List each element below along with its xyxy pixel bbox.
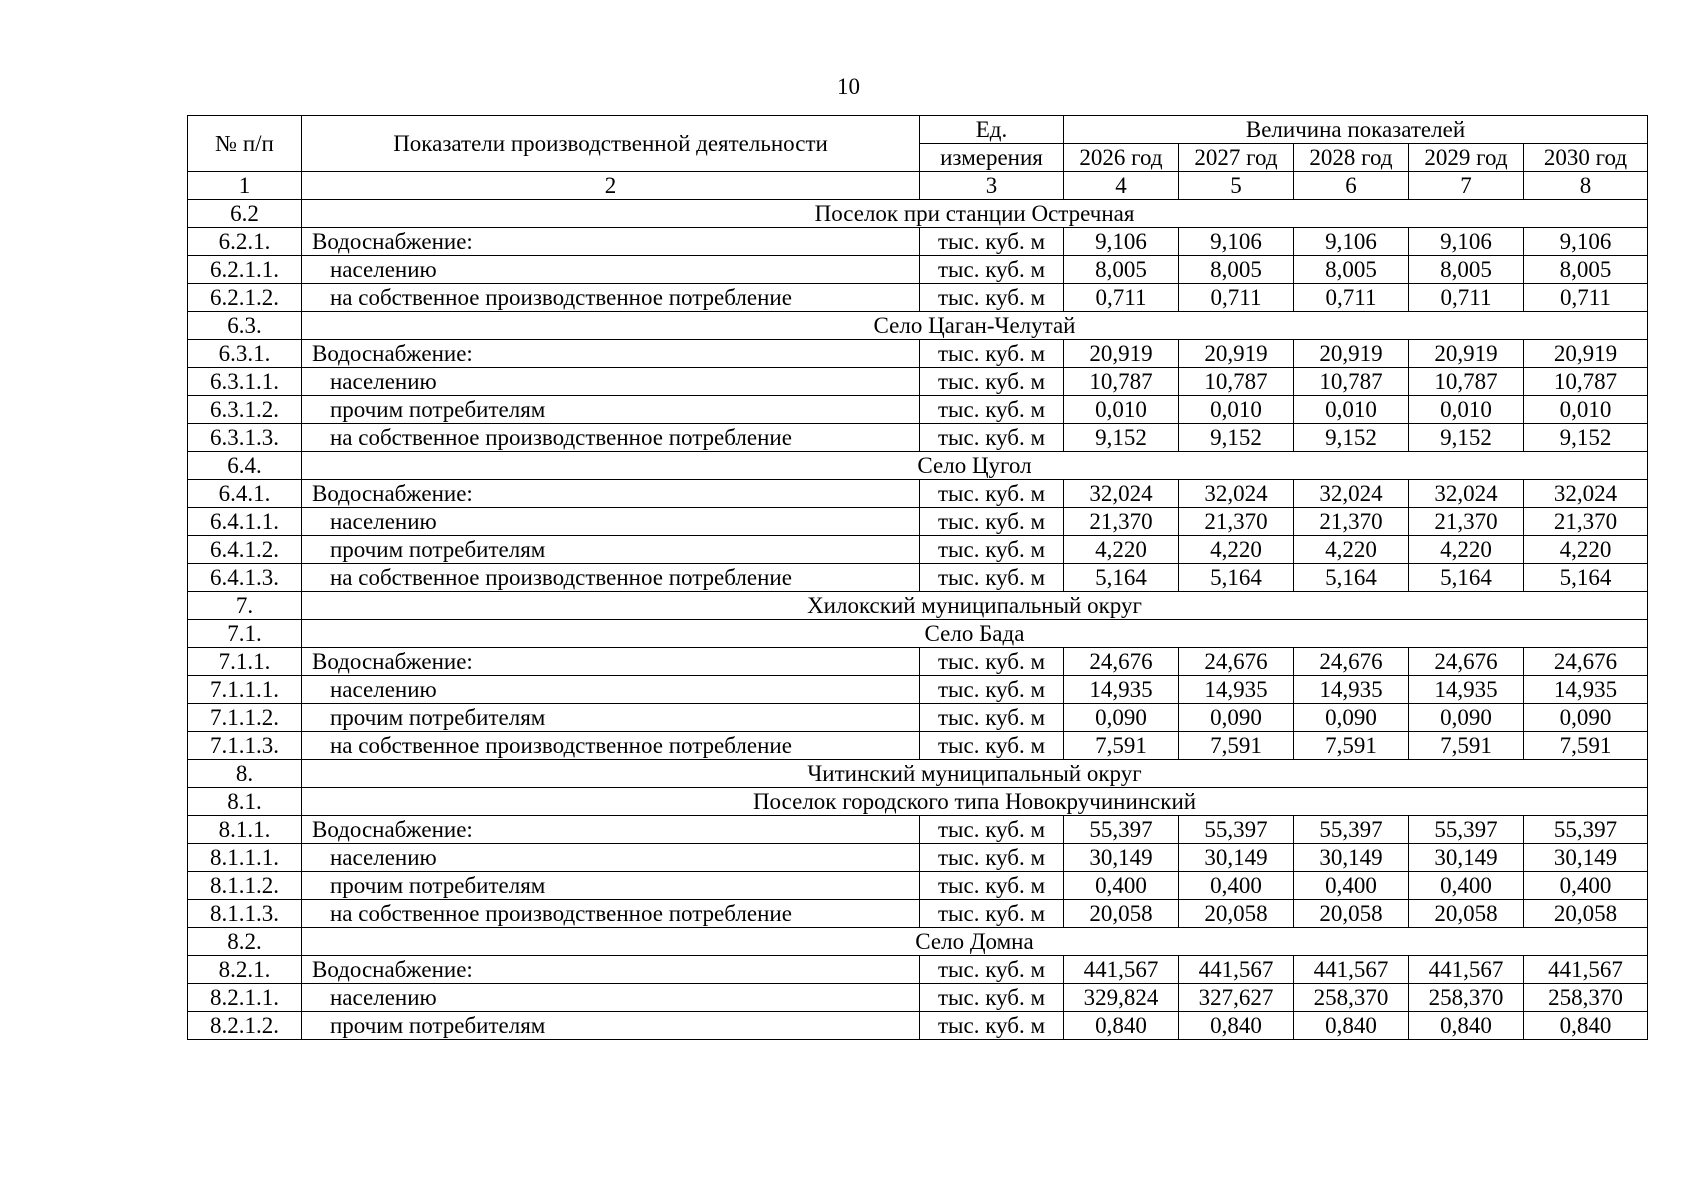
indicator-name: населению bbox=[302, 676, 920, 704]
header-indicator: Показатели производственной деятельности bbox=[302, 116, 920, 172]
row-number: 6.3.1.1. bbox=[188, 368, 302, 396]
value-cell: 30,149 bbox=[1294, 844, 1409, 872]
value-cell: 14,935 bbox=[1294, 676, 1409, 704]
value-cell: 14,935 bbox=[1409, 676, 1524, 704]
section-title: Поселок при станции Остречная bbox=[302, 200, 1648, 228]
indicator-name: прочим потребителям bbox=[302, 536, 920, 564]
table-row bbox=[188, 256, 1648, 284]
value-cell: 9,106 bbox=[1409, 228, 1524, 256]
unit-cell: тыс. куб. м bbox=[920, 396, 1064, 424]
section-row bbox=[188, 452, 1648, 480]
row-number: 6.3.1.3. bbox=[188, 424, 302, 452]
section-row bbox=[188, 592, 1648, 620]
indicator-name: на собственное производственное потребление bbox=[302, 564, 920, 592]
value-cell: 30,149 bbox=[1179, 844, 1294, 872]
value-cell: 5,164 bbox=[1524, 564, 1648, 592]
value-cell: 20,058 bbox=[1294, 900, 1409, 928]
value-cell: 20,058 bbox=[1064, 900, 1179, 928]
value-cell: 21,370 bbox=[1294, 508, 1409, 536]
row-number: 6.2 bbox=[188, 200, 302, 228]
value-cell: 0,840 bbox=[1294, 1012, 1409, 1040]
value-cell: 20,058 bbox=[1524, 900, 1648, 928]
value-cell: 24,676 bbox=[1064, 648, 1179, 676]
table-body bbox=[188, 200, 1648, 1040]
value-cell: 32,024 bbox=[1179, 480, 1294, 508]
unit-cell: тыс. куб. м bbox=[920, 340, 1064, 368]
row-number: 8.1. bbox=[188, 788, 302, 816]
value-cell: 9,152 bbox=[1179, 424, 1294, 452]
value-cell: 7,591 bbox=[1179, 732, 1294, 760]
value-cell: 10,787 bbox=[1409, 368, 1524, 396]
table-row bbox=[188, 732, 1648, 760]
value-cell: 0,090 bbox=[1064, 704, 1179, 732]
value-cell: 0,010 bbox=[1064, 396, 1179, 424]
value-cell: 7,591 bbox=[1064, 732, 1179, 760]
header-year: 2029 год bbox=[1409, 144, 1524, 172]
header-row-1 bbox=[188, 116, 1648, 144]
indicator-name: населению bbox=[302, 508, 920, 536]
value-cell: 0,010 bbox=[1524, 396, 1648, 424]
header-values-group: Величина показателей bbox=[1064, 116, 1648, 144]
unit-cell: тыс. куб. м bbox=[920, 480, 1064, 508]
row-number: 6.2.1.1. bbox=[188, 256, 302, 284]
value-cell: 7,591 bbox=[1409, 732, 1524, 760]
section-row bbox=[188, 788, 1648, 816]
unit-cell: тыс. куб. м bbox=[920, 816, 1064, 844]
value-cell: 8,005 bbox=[1524, 256, 1648, 284]
value-cell: 30,149 bbox=[1409, 844, 1524, 872]
row-number: 8.2.1.1. bbox=[188, 984, 302, 1012]
section-title: Хилокский муниципальный округ bbox=[302, 592, 1648, 620]
value-cell: 0,010 bbox=[1409, 396, 1524, 424]
value-cell: 24,676 bbox=[1179, 648, 1294, 676]
table-row bbox=[188, 676, 1648, 704]
value-cell: 0,840 bbox=[1524, 1012, 1648, 1040]
value-cell: 0,400 bbox=[1064, 872, 1179, 900]
table-row bbox=[188, 480, 1648, 508]
value-cell: 55,397 bbox=[1179, 816, 1294, 844]
value-cell: 24,676 bbox=[1409, 648, 1524, 676]
value-cell: 10,787 bbox=[1064, 368, 1179, 396]
indicator-name: Водоснабжение: bbox=[302, 648, 920, 676]
table-row bbox=[188, 900, 1648, 928]
table-row bbox=[188, 508, 1648, 536]
value-cell: 20,919 bbox=[1179, 340, 1294, 368]
column-numbers-row bbox=[188, 172, 1648, 200]
value-cell: 0,840 bbox=[1064, 1012, 1179, 1040]
value-cell: 0,840 bbox=[1409, 1012, 1524, 1040]
section-row bbox=[188, 312, 1648, 340]
indicator-name: на собственное производственное потребление bbox=[302, 284, 920, 312]
column-number: 5 bbox=[1179, 172, 1294, 200]
value-cell: 32,024 bbox=[1409, 480, 1524, 508]
indicator-name: прочим потребителям bbox=[302, 704, 920, 732]
value-cell: 20,919 bbox=[1409, 340, 1524, 368]
unit-cell: тыс. куб. м bbox=[920, 284, 1064, 312]
indicator-name: Водоснабжение: bbox=[302, 816, 920, 844]
value-cell: 258,370 bbox=[1409, 984, 1524, 1012]
indicator-name: Водоснабжение: bbox=[302, 956, 920, 984]
row-number: 8.2. bbox=[188, 928, 302, 956]
value-cell: 0,711 bbox=[1064, 284, 1179, 312]
table-row bbox=[188, 536, 1648, 564]
value-cell: 441,567 bbox=[1409, 956, 1524, 984]
value-cell: 0,010 bbox=[1294, 396, 1409, 424]
header-year: 2030 год bbox=[1524, 144, 1648, 172]
value-cell: 9,152 bbox=[1524, 424, 1648, 452]
row-number: 6.4. bbox=[188, 452, 302, 480]
value-cell: 0,400 bbox=[1409, 872, 1524, 900]
value-cell: 8,005 bbox=[1409, 256, 1524, 284]
row-number: 8.2.1.2. bbox=[188, 1012, 302, 1040]
value-cell: 20,919 bbox=[1294, 340, 1409, 368]
unit-cell: тыс. куб. м bbox=[920, 844, 1064, 872]
table-row bbox=[188, 816, 1648, 844]
value-cell: 9,106 bbox=[1179, 228, 1294, 256]
table-row bbox=[188, 368, 1648, 396]
unit-cell: тыс. куб. м bbox=[920, 424, 1064, 452]
column-number: 7 bbox=[1409, 172, 1524, 200]
value-cell: 32,024 bbox=[1524, 480, 1648, 508]
unit-cell: тыс. куб. м bbox=[920, 872, 1064, 900]
value-cell: 441,567 bbox=[1524, 956, 1648, 984]
value-cell: 0,840 bbox=[1179, 1012, 1294, 1040]
row-number: 7.1.1.1. bbox=[188, 676, 302, 704]
section-row bbox=[188, 760, 1648, 788]
row-number: 6.4.1.3. bbox=[188, 564, 302, 592]
column-number: 6 bbox=[1294, 172, 1409, 200]
indicator-name: населению bbox=[302, 844, 920, 872]
value-cell: 20,058 bbox=[1409, 900, 1524, 928]
indicators-table bbox=[187, 115, 1648, 1040]
unit-cell: тыс. куб. м bbox=[920, 900, 1064, 928]
table-row bbox=[188, 1012, 1648, 1040]
column-number: 3 bbox=[920, 172, 1064, 200]
value-cell: 5,164 bbox=[1409, 564, 1524, 592]
value-cell: 9,106 bbox=[1064, 228, 1179, 256]
unit-cell: тыс. куб. м bbox=[920, 732, 1064, 760]
table-row bbox=[188, 704, 1648, 732]
value-cell: 5,164 bbox=[1294, 564, 1409, 592]
value-cell: 0,711 bbox=[1294, 284, 1409, 312]
value-cell: 0,090 bbox=[1179, 704, 1294, 732]
header-year: 2028 год bbox=[1294, 144, 1409, 172]
indicator-name: прочим потребителям bbox=[302, 872, 920, 900]
value-cell: 258,370 bbox=[1524, 984, 1648, 1012]
value-cell: 327,627 bbox=[1179, 984, 1294, 1012]
indicator-name: прочим потребителям bbox=[302, 396, 920, 424]
section-title: Читинский муниципальный округ bbox=[302, 760, 1648, 788]
unit-cell: тыс. куб. м bbox=[920, 704, 1064, 732]
row-number: 8.1.1.2. bbox=[188, 872, 302, 900]
header-num: № п/п bbox=[188, 116, 302, 172]
value-cell: 21,370 bbox=[1524, 508, 1648, 536]
unit-cell: тыс. куб. м bbox=[920, 508, 1064, 536]
row-number: 6.4.1. bbox=[188, 480, 302, 508]
value-cell: 441,567 bbox=[1179, 956, 1294, 984]
value-cell: 14,935 bbox=[1524, 676, 1648, 704]
row-number: 7. bbox=[188, 592, 302, 620]
column-number: 2 bbox=[302, 172, 920, 200]
table-row bbox=[188, 648, 1648, 676]
indicator-name: Водоснабжение: bbox=[302, 480, 920, 508]
table-row bbox=[188, 228, 1648, 256]
value-cell: 21,370 bbox=[1179, 508, 1294, 536]
value-cell: 7,591 bbox=[1524, 732, 1648, 760]
row-number: 8.1.1.1. bbox=[188, 844, 302, 872]
unit-cell: тыс. куб. м bbox=[920, 536, 1064, 564]
header-unit-line1: Ед. bbox=[920, 116, 1064, 144]
section-row bbox=[188, 200, 1648, 228]
unit-cell: тыс. куб. м bbox=[920, 564, 1064, 592]
value-cell: 20,919 bbox=[1524, 340, 1648, 368]
value-cell: 0,400 bbox=[1179, 872, 1294, 900]
value-cell: 14,935 bbox=[1064, 676, 1179, 704]
row-number: 6.3.1. bbox=[188, 340, 302, 368]
table-row bbox=[188, 424, 1648, 452]
value-cell: 0,090 bbox=[1294, 704, 1409, 732]
value-cell: 9,106 bbox=[1524, 228, 1648, 256]
value-cell: 30,149 bbox=[1064, 844, 1179, 872]
column-number: 4 bbox=[1064, 172, 1179, 200]
unit-cell: тыс. куб. м bbox=[920, 1012, 1064, 1040]
value-cell: 8,005 bbox=[1179, 256, 1294, 284]
section-row bbox=[188, 928, 1648, 956]
value-cell: 4,220 bbox=[1064, 536, 1179, 564]
row-number: 6.2.1. bbox=[188, 228, 302, 256]
value-cell: 14,935 bbox=[1179, 676, 1294, 704]
value-cell: 9,152 bbox=[1409, 424, 1524, 452]
indicator-name: населению bbox=[302, 368, 920, 396]
value-cell: 441,567 bbox=[1294, 956, 1409, 984]
indicator-name: на собственное производственное потребление bbox=[302, 732, 920, 760]
row-number: 6.4.1.2. bbox=[188, 536, 302, 564]
value-cell: 0,711 bbox=[1524, 284, 1648, 312]
value-cell: 10,787 bbox=[1179, 368, 1294, 396]
header-year: 2027 год bbox=[1179, 144, 1294, 172]
row-number: 6.4.1.1. bbox=[188, 508, 302, 536]
value-cell: 24,676 bbox=[1524, 648, 1648, 676]
unit-cell: тыс. куб. м bbox=[920, 256, 1064, 284]
unit-cell: тыс. куб. м bbox=[920, 648, 1064, 676]
indicator-name: населению bbox=[302, 256, 920, 284]
row-number: 6.3. bbox=[188, 312, 302, 340]
value-cell: 441,567 bbox=[1064, 956, 1179, 984]
value-cell: 4,220 bbox=[1409, 536, 1524, 564]
indicator-name: Водоснабжение: bbox=[302, 228, 920, 256]
value-cell: 4,220 bbox=[1179, 536, 1294, 564]
value-cell: 0,711 bbox=[1179, 284, 1294, 312]
value-cell: 21,370 bbox=[1064, 508, 1179, 536]
value-cell: 329,824 bbox=[1064, 984, 1179, 1012]
row-number: 8.1.1. bbox=[188, 816, 302, 844]
value-cell: 9,152 bbox=[1064, 424, 1179, 452]
value-cell: 10,787 bbox=[1524, 368, 1648, 396]
row-number: 8.2.1. bbox=[188, 956, 302, 984]
row-number: 7.1.1.2. bbox=[188, 704, 302, 732]
unit-cell: тыс. куб. м bbox=[920, 956, 1064, 984]
unit-cell: тыс. куб. м bbox=[920, 984, 1064, 1012]
value-cell: 55,397 bbox=[1294, 816, 1409, 844]
value-cell: 32,024 bbox=[1294, 480, 1409, 508]
value-cell: 8,005 bbox=[1064, 256, 1179, 284]
section-title: Поселок городского типа Новокручининский bbox=[302, 788, 1648, 816]
table-row bbox=[188, 564, 1648, 592]
value-cell: 4,220 bbox=[1524, 536, 1648, 564]
unit-cell: тыс. куб. м bbox=[920, 676, 1064, 704]
table-row bbox=[188, 956, 1648, 984]
table-row bbox=[188, 844, 1648, 872]
unit-cell: тыс. куб. м bbox=[920, 228, 1064, 256]
column-number: 8 bbox=[1524, 172, 1648, 200]
table-row bbox=[188, 284, 1648, 312]
section-title: Село Домна bbox=[302, 928, 1648, 956]
indicator-name: населению bbox=[302, 984, 920, 1012]
indicator-name: на собственное производственное потребление bbox=[302, 900, 920, 928]
value-cell: 20,058 bbox=[1179, 900, 1294, 928]
section-title: Село Цаган-Челутай bbox=[302, 312, 1648, 340]
value-cell: 9,106 bbox=[1294, 228, 1409, 256]
value-cell: 20,919 bbox=[1064, 340, 1179, 368]
value-cell: 55,397 bbox=[1524, 816, 1648, 844]
row-number: 7.1.1.3. bbox=[188, 732, 302, 760]
table-row bbox=[188, 872, 1648, 900]
section-row bbox=[188, 620, 1648, 648]
table-row bbox=[188, 340, 1648, 368]
value-cell: 0,400 bbox=[1524, 872, 1648, 900]
value-cell: 5,164 bbox=[1179, 564, 1294, 592]
row-number: 7.1. bbox=[188, 620, 302, 648]
value-cell: 10,787 bbox=[1294, 368, 1409, 396]
value-cell: 21,370 bbox=[1409, 508, 1524, 536]
value-cell: 0,010 bbox=[1179, 396, 1294, 424]
value-cell: 7,591 bbox=[1294, 732, 1409, 760]
row-number: 8. bbox=[188, 760, 302, 788]
table-row bbox=[188, 396, 1648, 424]
value-cell: 0,400 bbox=[1294, 872, 1409, 900]
column-number: 1 bbox=[188, 172, 302, 200]
page-number: 10 bbox=[837, 74, 860, 99]
value-cell: 30,149 bbox=[1524, 844, 1648, 872]
row-number: 6.3.1.2. bbox=[188, 396, 302, 424]
indicator-name: Водоснабжение: bbox=[302, 340, 920, 368]
value-cell: 55,397 bbox=[1064, 816, 1179, 844]
value-cell: 258,370 bbox=[1294, 984, 1409, 1012]
table-row bbox=[188, 984, 1648, 1012]
header-year: 2026 год bbox=[1064, 144, 1179, 172]
value-cell: 0,090 bbox=[1524, 704, 1648, 732]
section-title: Село Бада bbox=[302, 620, 1648, 648]
header-unit-line2: измерения bbox=[920, 144, 1064, 172]
value-cell: 24,676 bbox=[1294, 648, 1409, 676]
value-cell: 9,152 bbox=[1294, 424, 1409, 452]
indicator-name: на собственное производственное потребление bbox=[302, 424, 920, 452]
value-cell: 4,220 bbox=[1294, 536, 1409, 564]
section-title: Село Цугол bbox=[302, 452, 1648, 480]
value-cell: 0,090 bbox=[1409, 704, 1524, 732]
value-cell: 0,711 bbox=[1409, 284, 1524, 312]
row-number: 8.1.1.3. bbox=[188, 900, 302, 928]
row-number: 7.1.1. bbox=[188, 648, 302, 676]
indicator-name: прочим потребителям bbox=[302, 1012, 920, 1040]
value-cell: 32,024 bbox=[1064, 480, 1179, 508]
value-cell: 5,164 bbox=[1064, 564, 1179, 592]
value-cell: 8,005 bbox=[1294, 256, 1409, 284]
unit-cell: тыс. куб. м bbox=[920, 368, 1064, 396]
row-number: 6.2.1.2. bbox=[188, 284, 302, 312]
value-cell: 55,397 bbox=[1409, 816, 1524, 844]
